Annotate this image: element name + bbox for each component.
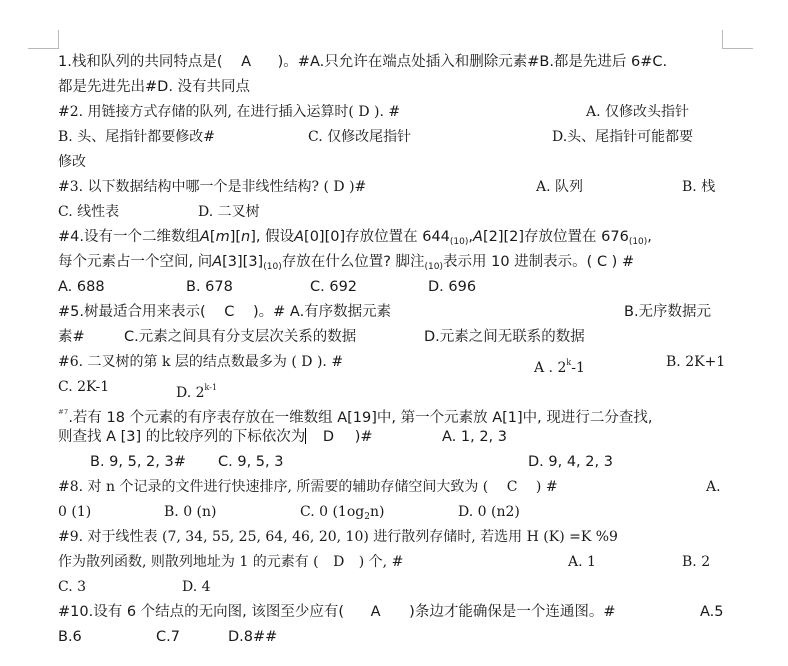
question-4-option-d: D. 696 — [428, 279, 477, 295]
question-4-text: , 假设 — [255, 229, 295, 245]
question-10-line-2 — [58, 625, 726, 650]
question-9-option-a: A. 1 — [568, 554, 596, 570]
question-2-option-d-cont: 修改 — [58, 154, 86, 170]
question-3-option-b: B. 栈 — [682, 179, 716, 195]
question-10-option-c: C.7 — [156, 629, 180, 645]
base-10-subscript: (10) — [628, 237, 648, 247]
question-1-stem: 1.栈和队列的共同特点是( — [58, 54, 223, 70]
question-2-stem: #2. 用链接方式存储的队列, 在进行插入运算时( D ). # — [58, 104, 401, 120]
question-8-stem: #8. 对 n 个记录的文件进行快速排序, 所需要的辅助存储空间大致为 ( — [58, 479, 489, 495]
question-5-option-b-cont: 素# — [58, 329, 85, 345]
question-2-line-3 — [58, 150, 726, 175]
question-5-option-a: )。# A.有序数据元素 — [252, 304, 392, 320]
question-9-line-3 — [58, 575, 726, 600]
question-9-stem: #9. 对于线性表 (7, 34, 55, 25, 64, 46, 20, 10) 进行散列存储时, 若选用 H (K) =K %9 — [58, 529, 618, 545]
option-text: A . 2 — [534, 360, 567, 376]
question-2-option-c: C. 仅修改尾指针 — [308, 129, 412, 145]
question-5-line-1 — [58, 300, 726, 325]
array-name: A — [212, 254, 223, 270]
question-9-option-d: D. 4 — [182, 579, 211, 595]
text-cursor — [305, 428, 306, 444]
question-4-text: 每个元素占一个空间, 问 — [58, 254, 213, 270]
question-8-line-2 — [58, 500, 726, 525]
question-8-option-b: B. 0 (n) — [164, 504, 217, 520]
question-2-line-2 — [58, 125, 726, 150]
question-4-option-c: C. 692 — [310, 279, 358, 295]
superscript: k — [566, 358, 572, 367]
page-corner-mark-top-right — [722, 30, 753, 49]
question-3-line-1 — [58, 175, 726, 200]
question-3-line-2 — [58, 200, 726, 225]
question-6-stem: #6. 二叉树的第 k 层的结点数最多为 ( D ). # — [58, 354, 344, 370]
question-7-stem-cont: 则查找 A [3] 的比较序列的下标依次为 — [58, 429, 306, 445]
question-7-number: #7 — [58, 408, 69, 416]
question-4-text: , — [468, 229, 474, 245]
base-10-subscript: (10) — [263, 262, 282, 272]
question-4-text: [3][3] — [222, 254, 264, 270]
question-4-text: 存放在什么位置? 脚注 — [281, 254, 425, 270]
question-7-line-2 — [58, 425, 726, 450]
question-4-text: , — [647, 229, 652, 245]
array-name: A — [473, 229, 483, 245]
question-3-option-a: A. 队列 — [536, 179, 584, 195]
question-1-line-1 — [58, 50, 726, 75]
question-7-text: )# — [354, 429, 373, 445]
question-5-answer: C — [224, 304, 235, 320]
question-1-line-2 — [58, 75, 726, 100]
question-1-answer: A — [241, 54, 252, 70]
question-9-stem-cont: 作为散列函数, 则散列地址为 1 的元素有 ( — [58, 554, 319, 570]
question-7-option-c: C. 9, 5, 3 — [218, 454, 284, 470]
index-n: n — [241, 229, 251, 245]
question-7-option-a: A. 1, 2, 3 — [442, 429, 507, 445]
question-8-text: ) # — [535, 479, 558, 495]
question-7-option-b: B. 9, 5, 2, 3# — [90, 454, 186, 470]
question-8-line-1 — [58, 475, 726, 500]
question-10-option-b: B.6 — [58, 629, 82, 645]
question-8-option-a: A. — [706, 479, 721, 495]
question-7-answer: D — [322, 429, 335, 445]
question-5-stem: #5.树最适合用来表示( — [58, 304, 206, 320]
document-page — [58, 50, 726, 650]
question-10-text: )条边才能确保是一个连通图。# — [409, 604, 616, 620]
question-4-stem: #4.设有一个二维数组 — [58, 229, 200, 245]
question-5-option-b: B.无序数据元 — [624, 304, 712, 320]
question-1-options: )。#A.只允许在端点处插入和删除元素#B.都是先进后 6#C. — [277, 54, 668, 70]
array-name: A — [294, 229, 305, 245]
question-8-option-d: D. 0 (n2) — [458, 504, 520, 520]
question-5-option-c: C.元素之间具有分支层次关系的数据 — [124, 329, 357, 345]
question-2-option-b: B. 头、尾指针都要修改# — [58, 129, 215, 145]
question-2-option-d: D.头、尾指针可能都要 — [552, 129, 694, 145]
question-4-options — [58, 275, 726, 300]
question-4-text: [2][2]存放位置在 676 — [482, 229, 629, 245]
question-6-option-b: B. 2K+1 — [666, 354, 726, 370]
question-3-option-d: D. 二叉树 — [198, 204, 260, 220]
superscript: k-1 — [204, 383, 218, 392]
question-10-option-a: A.5 — [700, 604, 724, 620]
question-2-option-a: A. 仅修改头指针 — [586, 104, 690, 120]
question-4-line-2 — [58, 250, 726, 275]
question-3-stem: #3. 以下数据结构中哪一个是非线性结构? ( D )# — [58, 179, 367, 195]
question-10-option-d: D.8## — [228, 629, 278, 645]
question-5-option-d: D.元素之间无联系的数据 — [424, 329, 585, 345]
option-text: D. 2 — [176, 385, 205, 401]
array-name: A — [199, 229, 210, 245]
question-7-stem: .若有 18 个元素的有序表存放在一维数组 A[19]中, 第一个元素放 A[1]中, 现进行二分查找, — [68, 410, 653, 426]
question-9-option-b: B. 2 — [682, 554, 711, 570]
question-4-option-b: B. 678 — [186, 279, 233, 295]
question-4-answer: 表示用 10 进制表示。( C ) # — [443, 254, 635, 270]
question-6-line-2 — [58, 375, 726, 400]
question-9-line-2 — [58, 550, 726, 575]
question-9-line-1 — [58, 525, 726, 550]
question-10-line-1 — [58, 600, 726, 625]
question-3-option-c: C. 线性表 — [58, 204, 120, 220]
question-7-option-d: D. 9, 4, 2, 3 — [528, 454, 613, 470]
question-10-answer: A — [370, 604, 381, 620]
question-8-option-a-cont: 0 (1) — [58, 504, 92, 520]
option-text: n) — [369, 504, 385, 520]
question-1-option-d: 都是先进先出#D. 没有共同点 — [58, 79, 251, 95]
index-m: m — [215, 229, 230, 245]
question-4-option-a: A. 688 — [58, 279, 105, 295]
question-7-line-3 — [58, 450, 726, 475]
base-10-subscript: (10) — [449, 237, 469, 247]
option-text: -1 — [571, 360, 585, 376]
question-8-answer: C — [506, 479, 518, 495]
question-9-option-c: C. 3 — [58, 579, 87, 595]
subscript: 2 — [364, 512, 370, 522]
question-9-answer: D — [333, 554, 345, 570]
question-10-stem: #10.设有 6 个结点的无向图, 该图至少应有( — [58, 604, 345, 620]
question-2-line-1 — [58, 100, 726, 125]
page-corner-mark-top-left — [28, 30, 59, 49]
question-5-line-2 — [58, 325, 726, 350]
question-9-text: ) 个, # — [358, 554, 404, 570]
question-7-line-1 — [58, 400, 726, 425]
question-6-line-1 — [58, 350, 726, 375]
question-4-text: [0][0]存放位置在 644 — [304, 229, 450, 245]
question-4-line-1: #4.设有一个二维数组A[m][n], 假设A[0][0]存放位置在 644(10),A[2][2]存放位置在 676(10), — [58, 225, 726, 250]
question-6-option-c: C. 2K-1 — [58, 379, 110, 395]
option-text: C. 0 (1og — [300, 504, 365, 520]
base-10-subscript: (10) — [424, 262, 444, 272]
